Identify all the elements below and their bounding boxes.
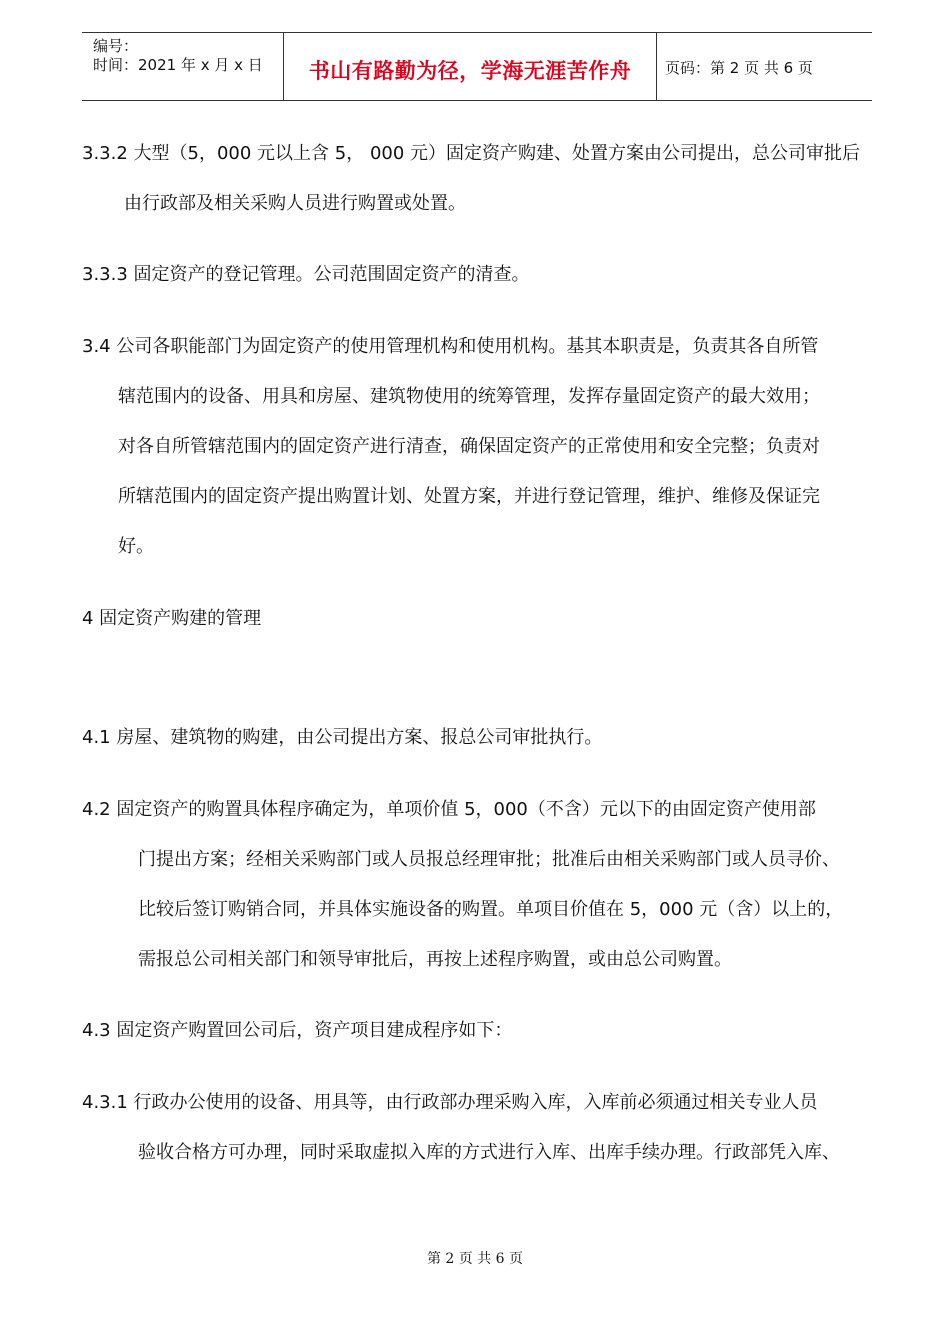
paragraph-4-3: 4.3 固定资产购置回公司后，资产项目建成程序如下： — [82, 1020, 513, 1041]
paragraph-3-4-line-5: 好。 — [118, 536, 154, 557]
paragraph-4-2-line-3: 比较后签订购销合同，并具体实施设备的购置。单项目价值在 5，000 元（含）以上的， — [138, 899, 844, 920]
paragraph-3-4-line-1: 3.4 公司各职能部门为固定资产的使用管理机构和使用机构。基其本职责是，负责其各自所管 — [82, 336, 819, 357]
header-page-cell — [657, 33, 872, 100]
header-motto-cell — [284, 33, 657, 100]
paragraph-3-3-2-line-1: 3.3.2 大型（5，000 元以上含 5， 000 元）固定资产购建、处置方案由公司提出，总公司审批后 — [82, 143, 861, 164]
header-page-indicator: 页码：第 2 页 共 6 页 — [665, 59, 813, 77]
paragraph-3-3-2-line-2: 由行政部及相关采购人员进行购置或处置。 — [124, 193, 466, 214]
section-heading-4: 4 固定资产购建的管理 — [82, 608, 262, 629]
paragraph-3-4-line-2: 辖范围内的设备、用具和房屋、建筑物使用的统筹管理，发挥存量固定资产的最大效用； — [118, 386, 820, 407]
paragraph-3-4-line-4: 所辖范围内的固定资产提出购置计划、处置方案，并进行登记管理，维护、维修及保证完 — [118, 486, 820, 507]
paragraph-4-1: 4.1 房屋、建筑物的购建，由公司提出方案、报总公司审批执行。 — [82, 727, 603, 748]
header-motto: 书山有路勤为径，学海无涯苦作舟 — [308, 59, 632, 83]
document-number-label: 编号： — [93, 37, 139, 55]
document-time-label: 时间：2021 年 x 月 x 日 — [93, 56, 263, 74]
paragraph-3-3-3: 3.3.3 固定资产的登记管理。公司范围固定资产的清查。 — [82, 264, 530, 285]
paragraph-4-3-1-line-1: 4.3.1 行政办公使用的设备、用具等，由行政部办理采购入库，入库前必须通过相关专业人员 — [82, 1092, 818, 1113]
page-header — [82, 32, 872, 101]
page-footer-number: 第 2 页 共 6 页 — [426, 1251, 524, 1267]
paragraph-4-2-line-1: 4.2 固定资产的购置具体程序确定为，单项价值 5，000（不含）元以下的由固定资产使用部 — [82, 799, 816, 820]
paragraph-3-4-line-3: 对各自所管辖范围内的固定资产进行清查，确保固定资产的正常使用和安全完整；负责对 — [118, 436, 820, 457]
paragraph-4-2-line-2: 门提出方案；经相关采购部门或人员报总经理审批；批准后由相关采购部门或人员寻价、 — [138, 849, 840, 870]
header-meta-cell — [82, 33, 284, 100]
paragraph-4-2-line-4: 需报总公司相关部门和领导审批后，再按上述程序购置，或由总公司购置。 — [138, 949, 732, 970]
paragraph-4-3-1-line-2: 验收合格方可办理，同时采取虚拟入库的方式进行入库、出库手续办理。行政部凭入库、 — [138, 1142, 840, 1163]
